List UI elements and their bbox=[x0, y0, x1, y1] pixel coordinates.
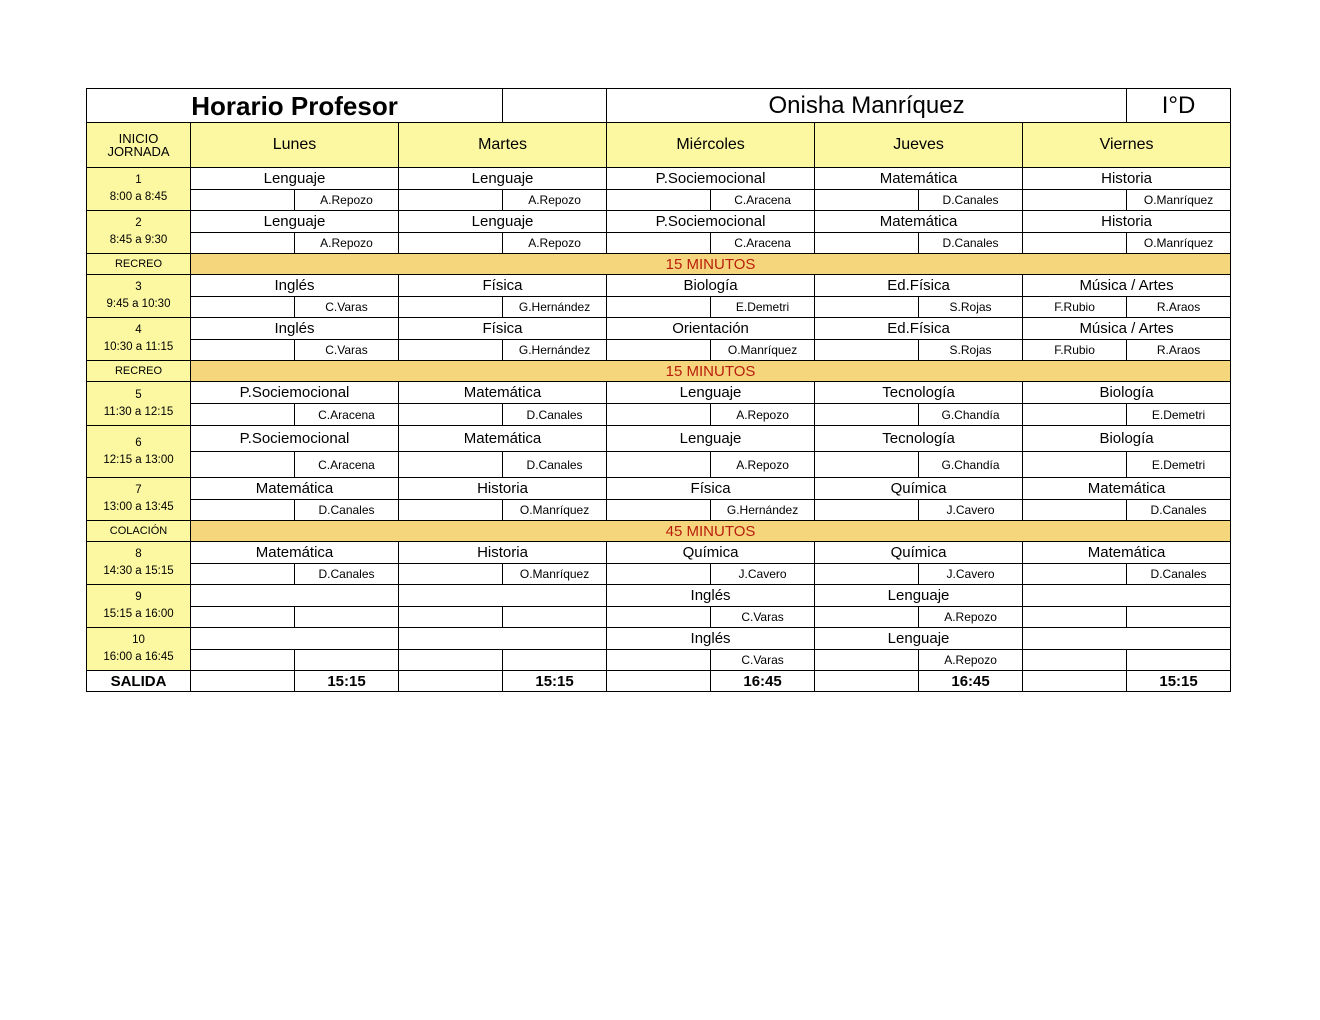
teacher-thursday-right: J.Cavero bbox=[919, 500, 1023, 521]
teacher-tuesday-right: O.Manríquez bbox=[503, 564, 607, 585]
day-header-thursday: Jueves bbox=[815, 123, 1023, 168]
block-number: 1 bbox=[135, 174, 142, 186]
subject-friday: Biología bbox=[1023, 382, 1231, 404]
teacher-friday-right: R.Araos bbox=[1127, 297, 1231, 318]
break-label: COLACIÓN bbox=[87, 521, 191, 542]
break-row bbox=[87, 521, 1231, 542]
subject-monday bbox=[191, 628, 399, 650]
subject-thursday: Matemática bbox=[815, 211, 1023, 233]
block-subject-row bbox=[87, 168, 1231, 190]
block-number: 8 bbox=[135, 548, 142, 560]
title-blank-cell bbox=[503, 89, 607, 123]
teacher-wednesday-right: E.Demetri bbox=[711, 297, 815, 318]
salida-time-tuesday: 15:15 bbox=[503, 671, 607, 692]
teacher-friday-left bbox=[1023, 500, 1127, 521]
salida-empty-wednesday bbox=[607, 671, 711, 692]
block-number: 2 bbox=[135, 217, 142, 229]
subject-monday: Inglés bbox=[191, 318, 399, 340]
teacher-tuesday-right bbox=[503, 650, 607, 671]
subject-wednesday: Química bbox=[607, 542, 815, 564]
teacher-tuesday-left bbox=[399, 607, 503, 628]
teacher-tuesday-right: O.Manríquez bbox=[503, 500, 607, 521]
block-time: 8:00 a 8:45 bbox=[109, 191, 168, 203]
block-teacher-row bbox=[87, 607, 1231, 628]
teacher-wednesday-left bbox=[607, 650, 711, 671]
teacher-tuesday-right: G.Hernández bbox=[503, 297, 607, 318]
teacher-friday-left bbox=[1023, 233, 1127, 254]
block-time: 13:00 a 13:45 bbox=[103, 501, 174, 513]
teacher-thursday-right: D.Canales bbox=[919, 233, 1023, 254]
block-label bbox=[87, 585, 191, 628]
break-row bbox=[87, 361, 1231, 382]
teacher-wednesday-left bbox=[607, 233, 711, 254]
salida-empty-tuesday bbox=[399, 671, 503, 692]
teacher-wednesday-right: G.Hernández bbox=[711, 500, 815, 521]
teacher-wednesday-right: O.Manríquez bbox=[711, 340, 815, 361]
teacher-friday-right: D.Canales bbox=[1127, 564, 1231, 585]
block-label bbox=[87, 542, 191, 585]
block-number: 10 bbox=[132, 634, 145, 646]
teacher-friday-right: D.Canales bbox=[1127, 500, 1231, 521]
block-number: 5 bbox=[135, 388, 142, 401]
block-number: 6 bbox=[135, 436, 142, 449]
teacher-thursday-left bbox=[815, 340, 919, 361]
subject-friday: Historia bbox=[1023, 168, 1231, 190]
teacher-monday-left bbox=[191, 233, 295, 254]
block-subject-row bbox=[87, 628, 1231, 650]
block-teacher-row bbox=[87, 297, 1231, 318]
block-time: 15:15 a 16:00 bbox=[103, 608, 174, 620]
salida-empty-friday bbox=[1023, 671, 1127, 692]
teacher-monday-right: A.Repozo bbox=[295, 233, 399, 254]
teacher-monday-right: D.Canales bbox=[295, 500, 399, 521]
teacher-thursday-right: A.Repozo bbox=[919, 607, 1023, 628]
block-subject-row bbox=[87, 478, 1231, 500]
subject-thursday: Química bbox=[815, 478, 1023, 500]
teacher-thursday-left bbox=[815, 297, 919, 318]
salida-label: SALIDA bbox=[87, 671, 191, 692]
block-teacher-row bbox=[87, 190, 1231, 211]
subject-tuesday: Historia bbox=[399, 542, 607, 564]
block-label bbox=[87, 211, 191, 254]
teacher-friday-left bbox=[1023, 190, 1127, 211]
teacher-wednesday-left bbox=[607, 500, 711, 521]
teacher-monday-left bbox=[191, 404, 295, 426]
day-header-monday: Lunes bbox=[191, 123, 399, 168]
teacher-monday-left bbox=[191, 607, 295, 628]
subject-wednesday: Física bbox=[607, 478, 815, 500]
block-subject-row bbox=[87, 318, 1231, 340]
block-time: 12:15 a 13:00 bbox=[103, 453, 174, 466]
subject-wednesday: Biología bbox=[607, 275, 815, 297]
subject-monday: Lenguaje bbox=[191, 168, 399, 190]
subject-tuesday: Física bbox=[399, 275, 607, 297]
teacher-wednesday-left bbox=[607, 297, 711, 318]
subject-tuesday bbox=[399, 628, 607, 650]
salida-time-wednesday: 16:45 bbox=[711, 671, 815, 692]
subject-wednesday: Orientación bbox=[607, 318, 815, 340]
teacher-monday-left bbox=[191, 190, 295, 211]
teacher-thursday-left bbox=[815, 564, 919, 585]
subject-friday: Música / Artes bbox=[1023, 275, 1231, 297]
subject-thursday: Lenguaje bbox=[815, 585, 1023, 607]
teacher-tuesday-right: G.Hernández bbox=[503, 340, 607, 361]
subject-tuesday: Lenguaje bbox=[399, 168, 607, 190]
teacher-tuesday-left bbox=[399, 650, 503, 671]
subject-monday: Matemática bbox=[191, 478, 399, 500]
teacher-monday-left bbox=[191, 340, 295, 361]
subject-thursday: Lenguaje bbox=[815, 628, 1023, 650]
teacher-friday-left: F.Rubio bbox=[1023, 297, 1127, 318]
block-teacher-row bbox=[87, 650, 1231, 671]
block-subject-row bbox=[87, 382, 1231, 404]
subject-thursday: Ed.Física bbox=[815, 318, 1023, 340]
teacher-tuesday-right bbox=[503, 607, 607, 628]
subject-thursday: Ed.Física bbox=[815, 275, 1023, 297]
teacher-friday-left bbox=[1023, 650, 1127, 671]
teacher-thursday-right: G.Chandía bbox=[919, 404, 1023, 426]
block-teacher-row bbox=[87, 340, 1231, 361]
schedule-title: Horario Profesor bbox=[87, 89, 503, 123]
teacher-friday-left bbox=[1023, 607, 1127, 628]
subject-friday bbox=[1023, 628, 1231, 650]
teacher-friday-right: O.Manríquez bbox=[1127, 233, 1231, 254]
teacher-wednesday-left bbox=[607, 190, 711, 211]
block-label bbox=[87, 628, 191, 671]
teacher-thursday-right: D.Canales bbox=[919, 190, 1023, 211]
salida-time-friday: 15:15 bbox=[1127, 671, 1231, 692]
teacher-monday-left bbox=[191, 452, 295, 478]
salida-empty-thursday bbox=[815, 671, 919, 692]
break-duration: 45 MINUTOS bbox=[191, 521, 1231, 542]
teacher-tuesday-left bbox=[399, 297, 503, 318]
title-row bbox=[87, 89, 1231, 123]
teacher-thursday-left bbox=[815, 500, 919, 521]
teacher-monday-right: A.Repozo bbox=[295, 190, 399, 211]
subject-monday: Matemática bbox=[191, 542, 399, 564]
teacher-tuesday-left bbox=[399, 190, 503, 211]
teacher-monday-left bbox=[191, 297, 295, 318]
block-time: 9:45 a 10:30 bbox=[106, 298, 171, 310]
block-label bbox=[87, 168, 191, 211]
teacher-tuesday-right: D.Canales bbox=[503, 452, 607, 478]
block-subject-row bbox=[87, 275, 1231, 297]
teacher-tuesday-left bbox=[399, 564, 503, 585]
subject-tuesday: Física bbox=[399, 318, 607, 340]
teacher-monday-right: C.Varas bbox=[295, 297, 399, 318]
block-time: 8:45 a 9:30 bbox=[109, 234, 168, 246]
salida-empty-monday bbox=[191, 671, 295, 692]
subject-wednesday: Inglés bbox=[607, 585, 815, 607]
subject-thursday: Tecnología bbox=[815, 426, 1023, 452]
block-time: 16:00 a 16:45 bbox=[103, 651, 174, 663]
teacher-thursday-right: G.Chandía bbox=[919, 452, 1023, 478]
teacher-monday-right: C.Varas bbox=[295, 340, 399, 361]
teacher-thursday-left bbox=[815, 404, 919, 426]
salida-time-thursday: 16:45 bbox=[919, 671, 1023, 692]
teacher-friday-right bbox=[1127, 607, 1231, 628]
days-header-row bbox=[87, 123, 1231, 168]
teacher-monday-right bbox=[295, 650, 399, 671]
teacher-friday-right bbox=[1127, 650, 1231, 671]
teacher-thursday-left bbox=[815, 452, 919, 478]
teacher-wednesday-right: J.Cavero bbox=[711, 564, 815, 585]
teacher-wednesday-right: C.Varas bbox=[711, 607, 815, 628]
block-subject-row bbox=[87, 211, 1231, 233]
teacher-thursday-left bbox=[815, 190, 919, 211]
teacher-monday-right: C.Aracena bbox=[295, 452, 399, 478]
block-number: 9 bbox=[135, 591, 142, 603]
subject-wednesday: P.Sociemocional bbox=[607, 168, 815, 190]
teacher-thursday-left bbox=[815, 607, 919, 628]
block-teacher-row bbox=[87, 404, 1231, 426]
subject-monday bbox=[191, 585, 399, 607]
subject-wednesday: Lenguaje bbox=[607, 426, 815, 452]
teacher-friday-right: R.Araos bbox=[1127, 340, 1231, 361]
day-header-wednesday: Miércoles bbox=[607, 123, 815, 168]
teacher-wednesday-left bbox=[607, 564, 711, 585]
block-label bbox=[87, 478, 191, 521]
teacher-tuesday-left bbox=[399, 340, 503, 361]
schedule-table bbox=[86, 88, 1231, 692]
teacher-tuesday-right: A.Repozo bbox=[503, 190, 607, 211]
block-time: 11:30 a 12:15 bbox=[103, 405, 174, 418]
block-number: 3 bbox=[135, 281, 142, 293]
teacher-wednesday-left bbox=[607, 340, 711, 361]
subject-monday: Lenguaje bbox=[191, 211, 399, 233]
teacher-monday-left bbox=[191, 564, 295, 585]
block-label bbox=[87, 382, 191, 426]
teacher-friday-right: E.Demetri bbox=[1127, 452, 1231, 478]
subject-wednesday: Lenguaje bbox=[607, 382, 815, 404]
teacher-friday-right: O.Manríquez bbox=[1127, 190, 1231, 211]
subject-friday: Música / Artes bbox=[1023, 318, 1231, 340]
block-teacher-row bbox=[87, 452, 1231, 478]
teacher-thursday-right: A.Repozo bbox=[919, 650, 1023, 671]
break-label: RECREO bbox=[87, 254, 191, 275]
teacher-friday-left bbox=[1023, 452, 1127, 478]
teacher-tuesday-right: A.Repozo bbox=[503, 233, 607, 254]
subject-wednesday: P.Sociemocional bbox=[607, 211, 815, 233]
teacher-monday-right: C.Aracena bbox=[295, 404, 399, 426]
teacher-wednesday-left bbox=[607, 404, 711, 426]
teacher-tuesday-left bbox=[399, 500, 503, 521]
day-header-tuesday: Martes bbox=[399, 123, 607, 168]
subject-friday: Matemática bbox=[1023, 478, 1231, 500]
teacher-friday-left bbox=[1023, 564, 1127, 585]
day-header-friday: Viernes bbox=[1023, 123, 1231, 168]
block-time: 14:30 a 15:15 bbox=[103, 565, 174, 577]
block-teacher-row bbox=[87, 500, 1231, 521]
teacher-wednesday-left bbox=[607, 607, 711, 628]
block-label bbox=[87, 426, 191, 478]
teacher-monday-right: D.Canales bbox=[295, 564, 399, 585]
block-label bbox=[87, 318, 191, 361]
teacher-thursday-left bbox=[815, 650, 919, 671]
teacher-wednesday-left bbox=[607, 452, 711, 478]
subject-monday: P.Sociemocional bbox=[191, 426, 399, 452]
teacher-wednesday-right: C.Aracena bbox=[711, 190, 815, 211]
teacher-name: Onisha Manríquez bbox=[607, 89, 1127, 123]
jornada-label: JORNADA bbox=[107, 144, 170, 159]
teacher-wednesday-right: A.Repozo bbox=[711, 404, 815, 426]
teacher-thursday-right: J.Cavero bbox=[919, 564, 1023, 585]
subject-friday: Historia bbox=[1023, 211, 1231, 233]
break-row bbox=[87, 254, 1231, 275]
subject-friday: Matemática bbox=[1023, 542, 1231, 564]
subject-tuesday: Matemática bbox=[399, 426, 607, 452]
block-number: 4 bbox=[135, 324, 142, 336]
block-label bbox=[87, 275, 191, 318]
subject-tuesday: Matemática bbox=[399, 382, 607, 404]
block-teacher-row bbox=[87, 233, 1231, 254]
break-duration: 15 MINUTOS bbox=[191, 361, 1231, 382]
inicio-label: INICIO bbox=[118, 131, 159, 146]
salida-row bbox=[87, 671, 1231, 692]
teacher-monday-left bbox=[191, 500, 295, 521]
block-subject-row bbox=[87, 585, 1231, 607]
salida-time-monday: 15:15 bbox=[295, 671, 399, 692]
subject-thursday: Matemática bbox=[815, 168, 1023, 190]
block-subject-row bbox=[87, 542, 1231, 564]
teacher-tuesday-left bbox=[399, 452, 503, 478]
block-teacher-row bbox=[87, 564, 1231, 585]
teacher-friday-right: E.Demetri bbox=[1127, 404, 1231, 426]
teacher-tuesday-left bbox=[399, 233, 503, 254]
subject-friday: Biología bbox=[1023, 426, 1231, 452]
break-duration: 15 MINUTOS bbox=[191, 254, 1231, 275]
subject-monday: Inglés bbox=[191, 275, 399, 297]
break-label: RECREO bbox=[87, 361, 191, 382]
block-time: 10:30 a 11:15 bbox=[103, 341, 174, 353]
teacher-friday-left bbox=[1023, 404, 1127, 426]
teacher-tuesday-left bbox=[399, 404, 503, 426]
teacher-monday-right bbox=[295, 607, 399, 628]
block-number: 7 bbox=[135, 484, 142, 496]
subject-tuesday: Lenguaje bbox=[399, 211, 607, 233]
teacher-wednesday-right: C.Varas bbox=[711, 650, 815, 671]
teacher-monday-left bbox=[191, 650, 295, 671]
teacher-wednesday-right: A.Repozo bbox=[711, 452, 815, 478]
subject-friday bbox=[1023, 585, 1231, 607]
subject-monday: P.Sociemocional bbox=[191, 382, 399, 404]
block-subject-row bbox=[87, 426, 1231, 452]
teacher-friday-left: F.Rubio bbox=[1023, 340, 1127, 361]
teacher-thursday-right: S.Rojas bbox=[919, 340, 1023, 361]
subject-thursday: Química bbox=[815, 542, 1023, 564]
subject-tuesday bbox=[399, 585, 607, 607]
inicio-jornada-header bbox=[87, 123, 191, 168]
teacher-wednesday-right: C.Aracena bbox=[711, 233, 815, 254]
teacher-thursday-left bbox=[815, 233, 919, 254]
course-label: I°D bbox=[1127, 89, 1231, 123]
teacher-thursday-right: S.Rojas bbox=[919, 297, 1023, 318]
subject-thursday: Tecnología bbox=[815, 382, 1023, 404]
subject-tuesday: Historia bbox=[399, 478, 607, 500]
subject-wednesday: Inglés bbox=[607, 628, 815, 650]
teacher-tuesday-right: D.Canales bbox=[503, 404, 607, 426]
